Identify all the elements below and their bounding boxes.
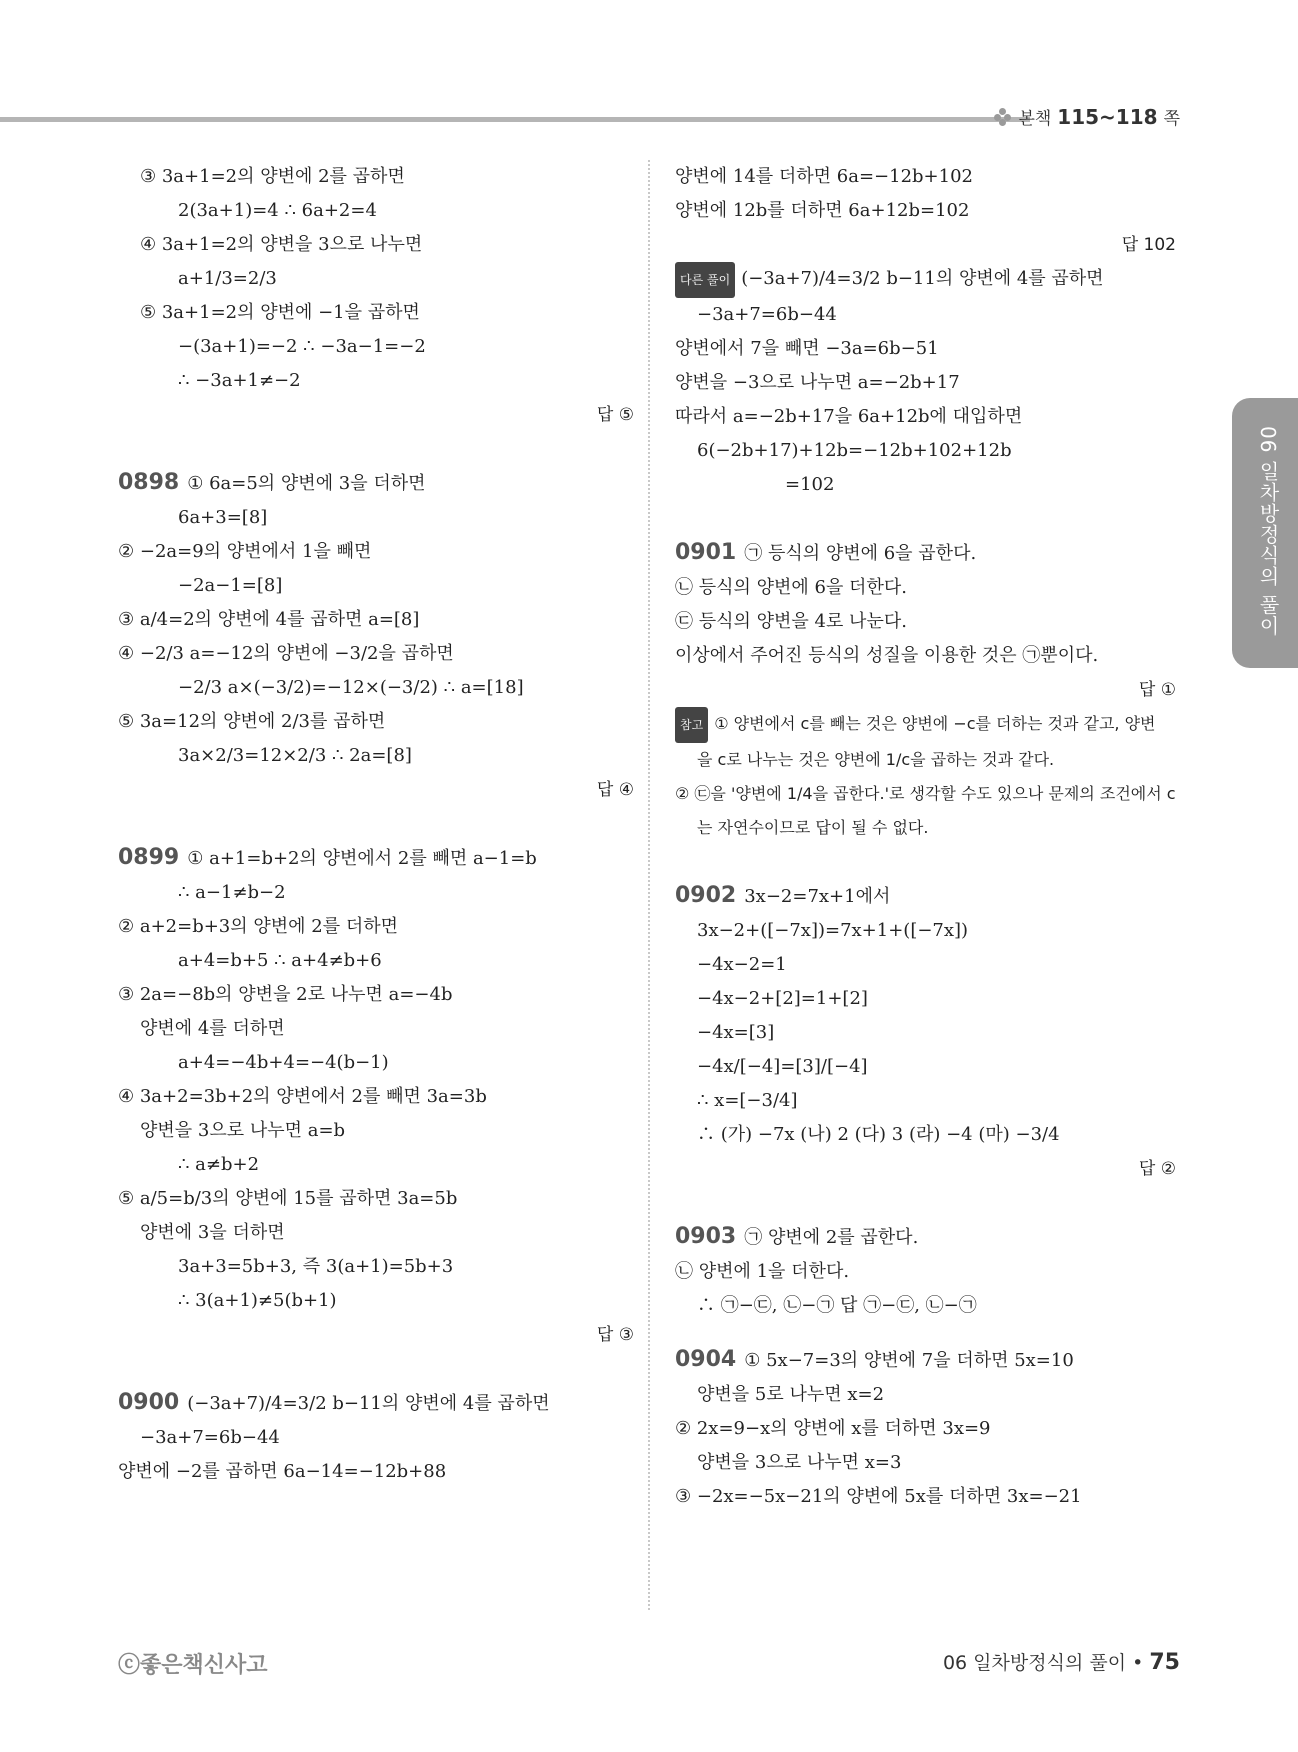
ref-suffix: 쪽 <box>1163 109 1180 129</box>
solution-line <box>675 536 1180 571</box>
answer-line <box>675 1152 1176 1186</box>
solution-line <box>675 502 1180 536</box>
answer-line <box>118 398 634 432</box>
line-text: 는 자연수이므로 답이 될 수 없다. <box>697 818 929 837</box>
line-text: 2(3a+1)=4 ∴ 6a+2=4 <box>178 200 377 221</box>
solution-line <box>675 1016 1180 1050</box>
line-text: 양변을 3으로 나누면 x=3 <box>697 1452 902 1473</box>
solution-line <box>675 434 1180 468</box>
line-text: ① 양변에서 c를 빼는 것은 양변에 −c를 더하는 것과 같고, 양변 <box>714 714 1156 733</box>
solution-line <box>675 1289 1180 1323</box>
line-text: 양변에 4를 더하면 <box>140 1018 285 1039</box>
line-text: 3x−2+([−7x])=7x+1+([−7x]) <box>697 920 969 941</box>
note-tag: 다른 풀이 <box>675 262 735 298</box>
solution-line <box>118 1216 638 1250</box>
problem-number: 0903 <box>675 1224 737 1249</box>
left-column <box>118 160 638 1489</box>
solution-line <box>118 160 638 194</box>
solution-line <box>118 1352 638 1386</box>
solution-line <box>675 1084 1180 1118</box>
line-text: ① a+1=b+2의 양변에서 2를 빼면 a−1=b <box>187 848 537 869</box>
page-footer <box>943 1648 1180 1675</box>
line-text: 3a+3=5b+3, 즉 3(a+1)=5b+3 <box>178 1256 454 1277</box>
solution-line <box>675 1378 1180 1412</box>
line-text: −2a−1=[8] <box>178 575 283 596</box>
solution-line <box>118 1284 638 1318</box>
line-text: ① 5x−7=3의 양변에 7을 더하면 5x=10 <box>744 1350 1074 1371</box>
problem-number: 0899 <box>118 845 180 870</box>
problem-number: 0900 <box>118 1390 180 1415</box>
line-text: 양변에 3을 더하면 <box>140 1222 285 1243</box>
line-text: ㉡ 등식의 양변에 6을 더한다. <box>675 577 907 598</box>
solution-line <box>675 743 1180 777</box>
line-text: ③ −2x=−5x−21의 양변에 5x를 더하면 3x=−21 <box>675 1486 1082 1507</box>
solution-line <box>675 160 1180 194</box>
line-text: −4x−2=1 <box>697 954 787 975</box>
solution-line <box>675 332 1180 366</box>
line-text: ∴ (가) −7x (나) 2 (다) 3 (라) −4 (마) −3/4 <box>697 1124 1060 1145</box>
solution-line <box>675 1323 1180 1343</box>
line-text: a+4=−4b+4=−4(b−1) <box>178 1052 389 1073</box>
solution-line <box>118 1386 638 1421</box>
line-text: −4x/[−4]=[3]/[−4] <box>697 1056 868 1077</box>
line-text: −4x−2+[2]=1+[2] <box>697 988 868 1009</box>
line-text: 답 ① <box>1138 680 1176 700</box>
line-text: 답 ⑤ <box>596 405 634 425</box>
line-text: (−3a+7)/4=3/2 b−11의 양변에 4를 곱하면 <box>187 1393 550 1414</box>
solution-line <box>118 910 638 944</box>
solution-line <box>118 535 638 569</box>
line-text: 양변에 14를 더하면 6a=−12b+102 <box>675 166 973 187</box>
line-text: =102 <box>785 474 835 495</box>
solution-line <box>118 876 638 910</box>
line-text: a+1/3=2/3 <box>178 268 277 289</box>
line-text: 양변에 12b를 더하면 6a+12b=102 <box>675 200 970 221</box>
footer-chapter: 06 일차방정식의 풀이 <box>942 1652 1127 1674</box>
solution-line <box>675 1050 1180 1084</box>
solution-line <box>675 571 1180 605</box>
problem-number: 0904 <box>675 1347 737 1372</box>
page-reference <box>994 104 1180 129</box>
solution-line <box>118 944 638 978</box>
line-text: 양변에 −2를 곱하면 6a−14=−12b+88 <box>118 1461 447 1482</box>
solution-line <box>118 1148 638 1182</box>
line-text: ㉡ 양변에 1을 더한다. <box>675 1261 850 1282</box>
line-text: ③ a/4=2의 양변에 4를 곱하면 a=[8] <box>118 609 420 630</box>
line-text: −(3a+1)=−2 ∴ −3a−1=−2 <box>178 336 426 357</box>
solution-line <box>118 1455 638 1489</box>
solution-line <box>118 637 638 671</box>
line-text: ∴ 3(a+1)≠5(b+1) <box>178 1290 337 1311</box>
line-text: ∴ a≠b+2 <box>178 1154 260 1175</box>
solution-line <box>118 330 638 364</box>
line-text: ⑤ a/5=b/3의 양변에 15를 곱하면 3a=5b <box>118 1188 458 1209</box>
solution-line <box>675 777 1180 811</box>
line-text: 양변에서 7을 빼면 −3a=6b−51 <box>675 338 939 359</box>
solution-line <box>118 194 638 228</box>
line-text: 6a+3=[8] <box>178 507 268 528</box>
solution-line <box>675 1480 1180 1514</box>
solution-line <box>118 1182 638 1216</box>
solution-line <box>675 262 1180 298</box>
line-text: ④ 3a+2=3b+2의 양변에서 2를 빼면 3a=3b <box>118 1086 487 1107</box>
line-text: ∴ a−1≠b−2 <box>178 882 286 903</box>
solution-line <box>675 639 1180 673</box>
solution-line <box>118 228 638 262</box>
line-text: ㉠ 양변에 2를 곱한다. <box>744 1227 919 1248</box>
solution-line <box>118 603 638 637</box>
line-text: 답 ③ <box>596 1325 634 1345</box>
solution-line <box>675 811 1180 845</box>
note-tag: 참고 <box>675 707 708 743</box>
solution-line <box>118 296 638 330</box>
header-rule <box>0 117 1030 122</box>
line-text: 양변을 3으로 나누면 a=b <box>140 1120 346 1141</box>
line-text: (−3a+7)/4=3/2 b−11의 양변에 4를 곱하면 <box>741 268 1104 289</box>
solution-line <box>118 1046 638 1080</box>
solution-line <box>118 364 638 398</box>
solution-line <box>675 879 1180 914</box>
solution-line <box>675 1343 1180 1378</box>
publisher-logo: ⓒ좋은책신사고 <box>118 1653 268 1678</box>
solution-line <box>675 605 1180 639</box>
line-text: −3a+7=6b−44 <box>697 304 837 325</box>
solution-line <box>118 1250 638 1284</box>
line-text: 이상에서 주어진 등식의 성질을 이용한 것은 ㉠뿐이다. <box>675 645 1099 666</box>
answer-line <box>675 673 1176 707</box>
line-text: ② −2a=9의 양변에서 1을 빼면 <box>118 541 372 562</box>
answer-line <box>675 228 1176 262</box>
line-text: ② ㉢을 '양변에 1/4을 곱한다.'로 생각할 수도 있으나 문제의 조건에서 c <box>675 784 1176 803</box>
solution-line <box>118 1114 638 1148</box>
solution-line <box>118 501 638 535</box>
line-text: ④ −2/3 a=−12의 양변에 −3/2을 곱하면 <box>118 643 454 664</box>
solution-line <box>675 1255 1180 1289</box>
problem-number: 0898 <box>118 470 180 495</box>
solution-line <box>118 1080 638 1114</box>
solution-line <box>118 841 638 876</box>
solution-line <box>675 1220 1180 1255</box>
column-divider <box>648 160 650 1610</box>
solution-line <box>675 1446 1180 1480</box>
problem-number: 0902 <box>675 883 737 908</box>
right-column <box>675 160 1180 1514</box>
footer-separator: • <box>1132 1652 1144 1674</box>
solution-line <box>675 948 1180 982</box>
solution-line <box>675 1412 1180 1446</box>
solution-line <box>118 705 638 739</box>
line-text: 따라서 a=−2b+17을 6a+12b에 대입하면 <box>675 406 1023 427</box>
solution-line <box>675 1186 1180 1220</box>
solution-line <box>118 739 638 773</box>
line-text: ② 2x=9−x의 양변에 x를 더하면 3x=9 <box>675 1418 991 1439</box>
answer-line <box>118 1318 634 1352</box>
solution-line <box>118 671 638 705</box>
line-text: −3a+7=6b−44 <box>140 1427 280 1448</box>
line-text: 양변을 −3으로 나누면 a=−2b+17 <box>675 372 960 393</box>
line-text: ⑤ 3a+1=2의 양변에 −1을 곱하면 <box>140 302 420 323</box>
line-text: ③ 2a=−8b의 양변을 2로 나누면 a=−4b <box>118 984 453 1005</box>
side-tab-label: 06 일차방정식의 풀이 <box>1256 426 1280 637</box>
line-text: 답 ④ <box>596 780 634 800</box>
solution-line <box>118 432 638 466</box>
solution-line <box>118 466 638 501</box>
line-text: ∴ ㉠−㉢, ㉡−㉠ 답 ㉠−㉢, ㉡−㉠ <box>697 1295 977 1316</box>
line-text: 양변을 5로 나누면 x=2 <box>697 1384 885 1405</box>
solution-line <box>118 1421 638 1455</box>
line-text: ㉢ 등식의 양변을 4로 나눈다. <box>675 611 907 632</box>
line-text: ① 6a=5의 양변에 3을 더하면 <box>187 473 426 494</box>
solution-line <box>675 400 1180 434</box>
solution-line <box>118 569 638 603</box>
solution-line <box>675 707 1180 743</box>
solution-line <box>675 982 1180 1016</box>
line-text: 답 102 <box>1121 235 1176 255</box>
answer-line <box>118 773 634 807</box>
line-text: ⑤ 3a=12의 양변에 2/3를 곱하면 <box>118 711 386 732</box>
solution-line <box>675 366 1180 400</box>
line-text: 3a×2/3=12×2/3 ∴ 2a=[8] <box>178 745 412 766</box>
ref-pages: 115~118 <box>1057 104 1158 129</box>
solution-line <box>675 468 1180 502</box>
solution-line <box>675 914 1180 948</box>
line-text: ④ 3a+1=2의 양변을 3으로 나누면 <box>140 234 423 255</box>
line-text: ∴ x=[−3/4] <box>697 1090 798 1111</box>
solution-line <box>675 298 1180 332</box>
line-text: ② a+2=b+3의 양변에 2를 더하면 <box>118 916 398 937</box>
line-text: ∴ −3a+1≠−2 <box>178 370 301 391</box>
solution-line <box>118 807 638 841</box>
line-text: −2/3 a×(−3/2)=−12×(−3/2) ∴ a=[18] <box>178 677 524 698</box>
line-text: −4x=[3] <box>697 1022 775 1043</box>
ref-prefix: 본책 <box>1018 109 1052 129</box>
solution-line <box>118 262 638 296</box>
solution-line <box>675 845 1180 879</box>
line-text: a+4=b+5 ∴ a+4≠b+6 <box>178 950 382 971</box>
solution-line <box>118 978 638 1012</box>
line-text: 답 ② <box>1138 1159 1176 1179</box>
flower-icon <box>994 108 1012 126</box>
line-text: 6(−2b+17)+12b=−12b+102+12b <box>697 440 1012 461</box>
chapter-side-tab[interactable] <box>1232 398 1298 668</box>
line-text: 을 c로 나누는 것은 양변에 1/c을 곱하는 것과 같다. <box>697 750 1055 769</box>
page-number: 75 <box>1149 1650 1180 1675</box>
solution-line <box>118 1012 638 1046</box>
line-text: 3x−2=7x+1에서 <box>744 886 891 907</box>
line-text: ㉠ 등식의 양변에 6을 곱한다. <box>744 543 977 564</box>
solution-line <box>675 194 1180 228</box>
solution-line <box>675 1118 1180 1152</box>
line-text: ③ 3a+1=2의 양변에 2를 곱하면 <box>140 166 405 187</box>
problem-number: 0901 <box>675 540 737 565</box>
